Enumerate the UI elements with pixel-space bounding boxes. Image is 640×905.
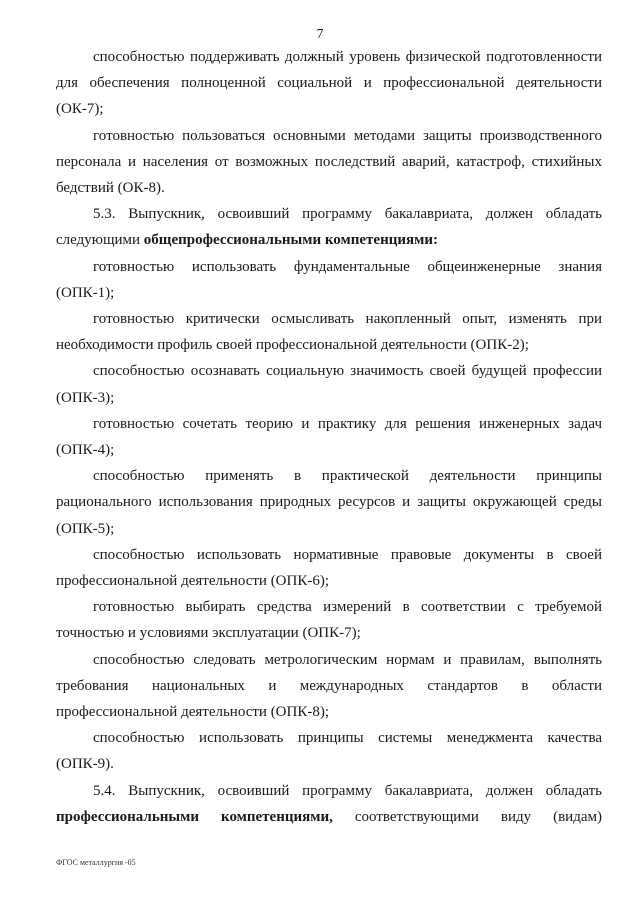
paragraph-opk-4: готовностью сочетать теорию и практику для решения инженерных задач (ОПК-4);: [56, 415, 602, 459]
section-5-4-bold-term: профессиональными компетенциями,: [56, 808, 333, 825]
paragraph-section-5-4: [56, 778, 602, 830]
section-5-3-text: 5.3. Выпускник, освоивший программу бакалавриата, должен обладать следующими: [56, 206, 602, 249]
paragraph-opk-3: способностью осознавать социальную значимость своей будущей профессии (ОПК-3);: [56, 363, 602, 406]
paragraph-opk-1: готовностью использовать фундаментальные общеинженерные знания (ОПК-1);: [56, 258, 602, 301]
document-body: [56, 44, 602, 830]
paragraph-ok-8: готовностью пользоваться основными методами защиты производственного персонала и населения от возможных последствий аварий, катастроф, стихийных бедствий (ОК-8).: [56, 127, 602, 197]
section-5-3-bold-term: общепрофессиональными компетенциями:: [143, 232, 438, 249]
paragraph-opk-7: готовностью выбирать средства измерений в соответствии с требуемой точностью и условиями эксплуатации (ОПК-7);: [56, 599, 602, 642]
paragraph-opk-2: готовностью критически осмысливать накопленный опыт, изменять при необходимости профиль своей профессиональной деятельности (ОПК-2);: [56, 311, 602, 354]
page-number: 7: [316, 27, 324, 42]
paragraph-opk-5: способностью применять в практической деятельности принципы рационального использования природных ресурсов и защиты окружающей среды (ОПК-5);: [56, 468, 602, 537]
section-5-4-text-after: соответствующими виду (видам): [332, 808, 602, 825]
section-5-4-text: 5.4. Выпускник, освоивший программу бакалавриата, должен обладать: [93, 782, 602, 799]
paragraph-opk-9: способностью использовать принципы системы менеджмента качества (ОПК-9).: [56, 730, 602, 773]
paragraph-ok-7: способностью поддерживать должный уровень физической подготовленности для обеспечения полноценной социальной и профессиональной деятельности (ОК-7);: [56, 49, 602, 118]
paragraph-section-5-3: [56, 201, 602, 253]
paragraph-opk-6: способностью использовать нормативные правовые документы в своей профессиональной деятельности (ОПК-6);: [56, 546, 602, 590]
page-footer: ФГОС металлургия -05: [56, 858, 136, 867]
paragraph-opk-8: способностью следовать метрологическим нормам и правилам, выполнять требования национальных и международных стандартов в области профессиональной деятельности (ОПК-8);: [56, 651, 602, 721]
